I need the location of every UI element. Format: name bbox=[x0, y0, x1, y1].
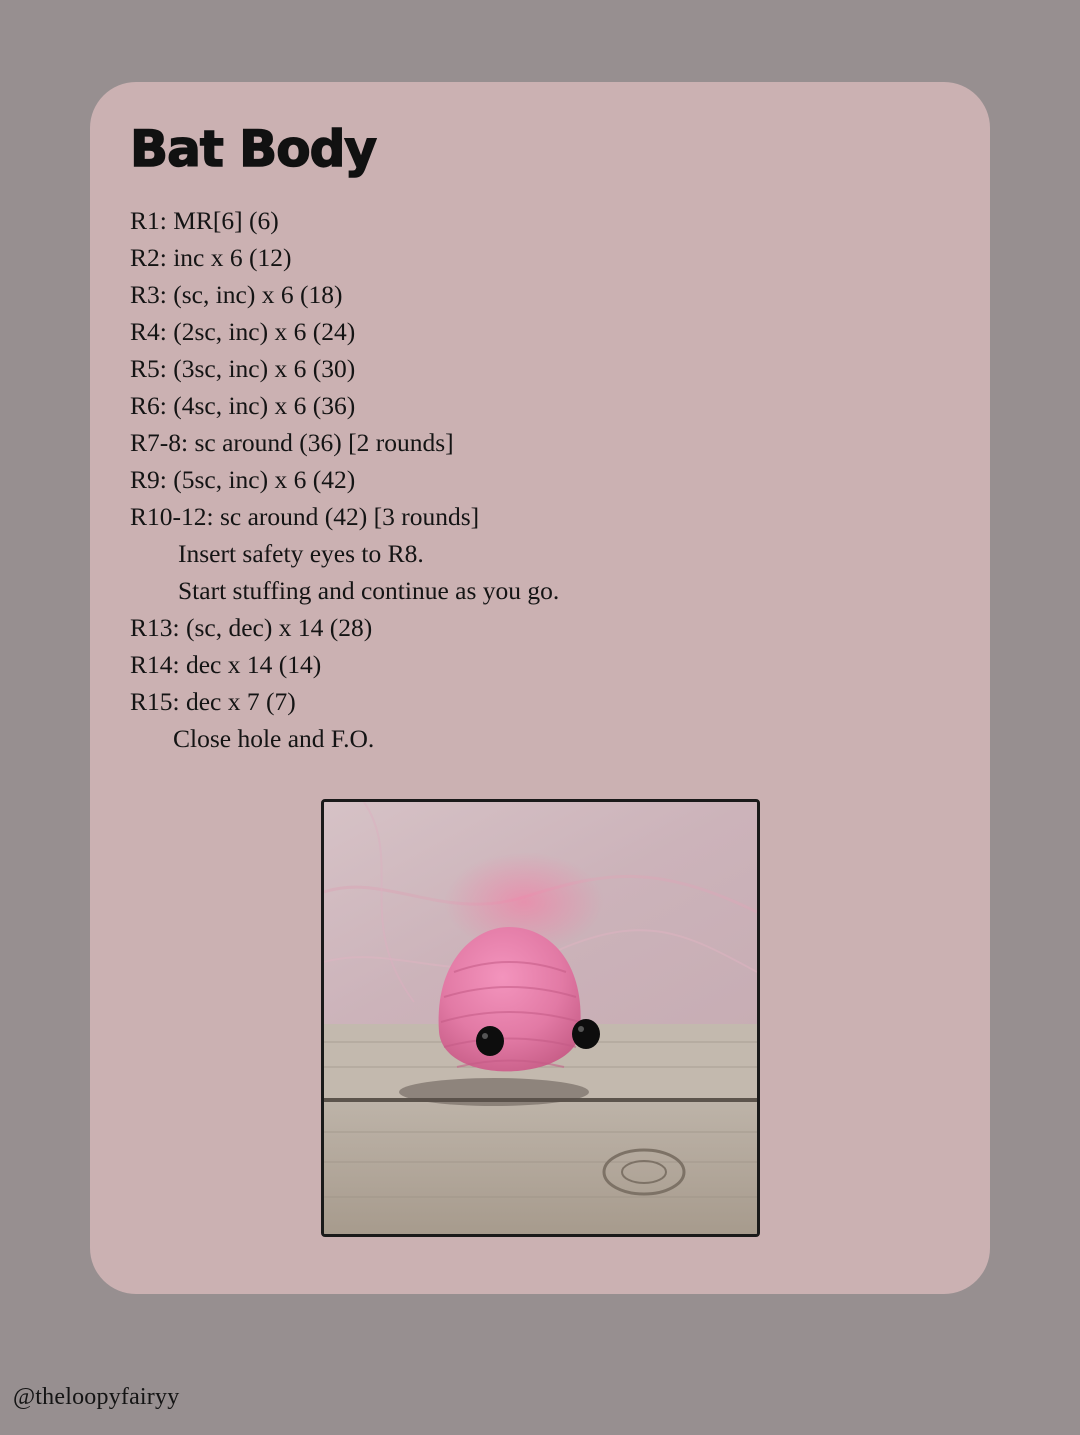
pattern-step: R2: inc x 6 (12) bbox=[130, 243, 292, 272]
pattern-step: R7-8: sc around (36) [2 rounds] bbox=[130, 428, 454, 457]
pattern-step: R14: dec x 14 (14) bbox=[130, 650, 322, 679]
pattern-step: Start stuffing and continue as you go. bbox=[178, 576, 560, 605]
pattern-steps-list bbox=[130, 202, 559, 757]
pattern-title: Bat Body bbox=[130, 120, 377, 178]
pattern-step: R13: (sc, dec) x 14 (28) bbox=[130, 613, 373, 642]
pattern-step: Insert safety eyes to R8. bbox=[178, 539, 424, 568]
pattern-card bbox=[90, 82, 990, 1294]
crocheted-bat-body-photo bbox=[321, 799, 760, 1237]
pattern-step: R4: (2sc, inc) x 6 (24) bbox=[130, 317, 356, 346]
pattern-step: R3: (sc, inc) x 6 (18) bbox=[130, 280, 343, 309]
pattern-step: R10-12: sc around (42) [3 rounds] bbox=[130, 502, 480, 531]
creator-handle: @theloopyfairyy bbox=[13, 1384, 180, 1410]
pattern-step: R9: (5sc, inc) x 6 (42) bbox=[130, 465, 356, 494]
pattern-step: R5: (3sc, inc) x 6 (30) bbox=[130, 354, 356, 383]
pattern-step: R15: dec x 7 (7) bbox=[130, 687, 296, 716]
photo-illustration bbox=[324, 802, 757, 1234]
pattern-step: R6: (4sc, inc) x 6 (36) bbox=[130, 391, 356, 420]
pattern-step: R1: MR[6] (6) bbox=[130, 206, 279, 235]
pattern-step: Close hole and F.O. bbox=[173, 724, 375, 753]
